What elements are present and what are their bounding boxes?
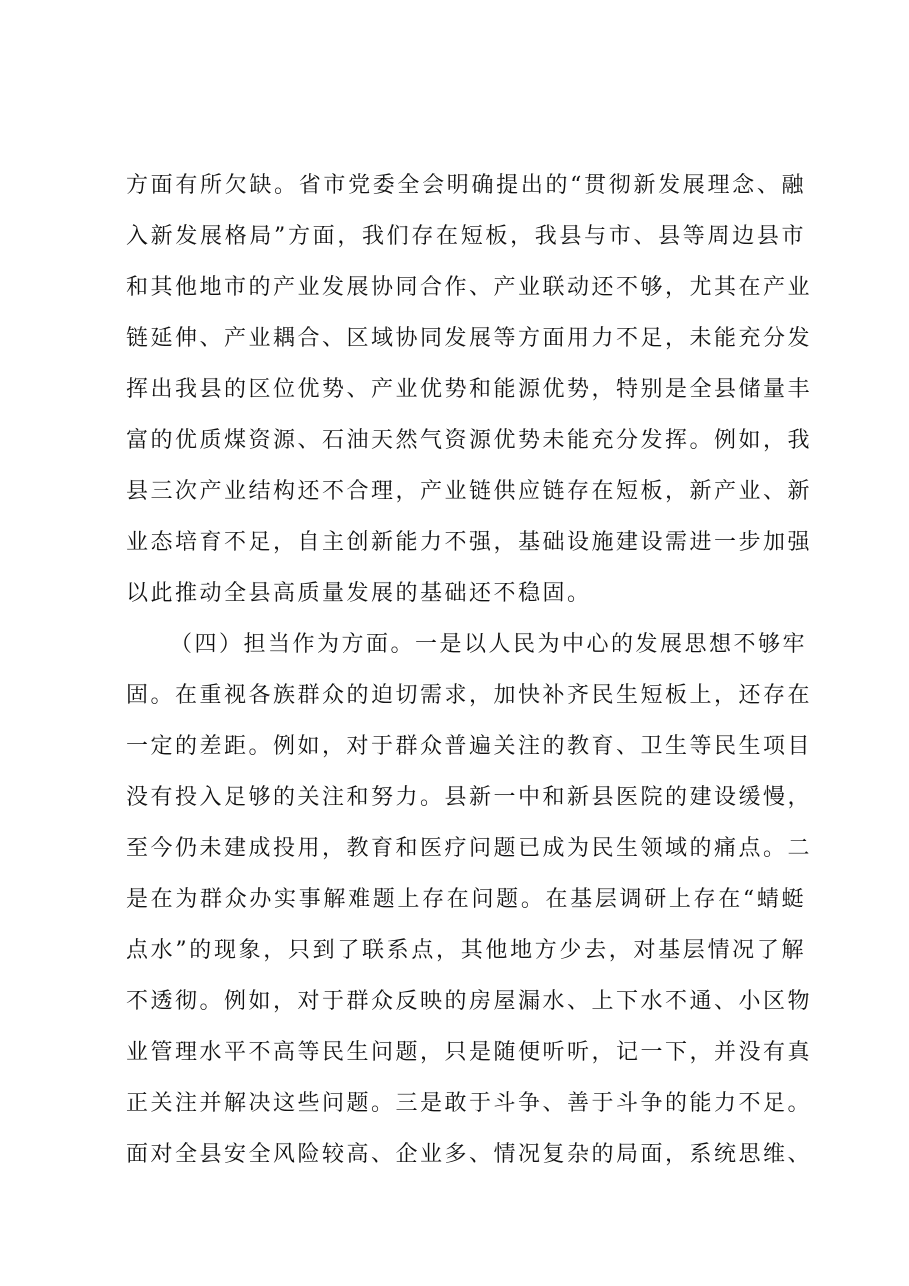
text-line: 方面有所欠缺。省市党委全会明确提出的“贯彻新发展理念、融 bbox=[126, 173, 806, 198]
text-line: 和其他地市的产业发展协同合作、产业联动还不够，尤其在产业 bbox=[126, 275, 813, 300]
text-line: 正关注并解决这些问题。三是敢于斗争、善于斗争的能力不足。 bbox=[126, 1091, 813, 1116]
text-line: 挥出我县的区位优势、产业优势和能源优势，特别是全县储量丰 bbox=[126, 377, 813, 402]
text-line: 富的优质煤资源、石油天然气资源优势未能充分发挥。例如，我 bbox=[126, 428, 813, 453]
text-line: 一定的差距。例如，对于群众普遍关注的教育、卫生等民生项目 bbox=[126, 734, 813, 759]
text-line: 业管理水平不高等民生问题，只是随便听听，记一下，并没有真 bbox=[126, 1040, 813, 1065]
text-line: 业态培育不足，自主创新能力不强，基础设施建设需进一步加强 bbox=[126, 530, 813, 555]
text-line: 以此推动全县高质量发展的基础还不稳固。 bbox=[126, 581, 592, 606]
text-line: 县三次产业结构还不合理，产业链供应链存在短板，新产业、新 bbox=[126, 479, 813, 504]
text-line: 没有投入足够的关注和努力。县新一中和新县医院的建设缓慢， bbox=[126, 785, 813, 810]
text-line: 链延伸、产业耦合、区域协同发展等方面用力不足，未能充分发 bbox=[126, 326, 813, 351]
text-line: 面对全县安全风险较高、企业多、情况复杂的局面，系统思维、 bbox=[126, 1142, 813, 1167]
text-line: 至今仍未建成投用，教育和医疗问题已成为民生领域的痛点。二 bbox=[126, 836, 813, 861]
text-line: 入新发展格局”方面，我们存在短板，我县与市、县等周边县市 bbox=[126, 224, 806, 249]
section-heading-line: （四）担当作为方面。一是以人民为中心的发展思想不够牢 bbox=[170, 632, 808, 657]
text-line: 是在为群众办实事解难题上存在问题。在基层调研上存在“蜻蜓 bbox=[126, 887, 806, 912]
text-line: 点水”的现象，只到了联系点，其他地方少去，对基层情况了解 bbox=[126, 938, 806, 963]
body-text bbox=[126, 160, 813, 1180]
text-line: 固。在重视各族群众的迫切需求，加快补齐民生短板上，还存在 bbox=[126, 683, 813, 708]
text-line: 不透彻。例如，对于群众反映的房屋漏水、上下水不通、小区物 bbox=[126, 989, 813, 1014]
